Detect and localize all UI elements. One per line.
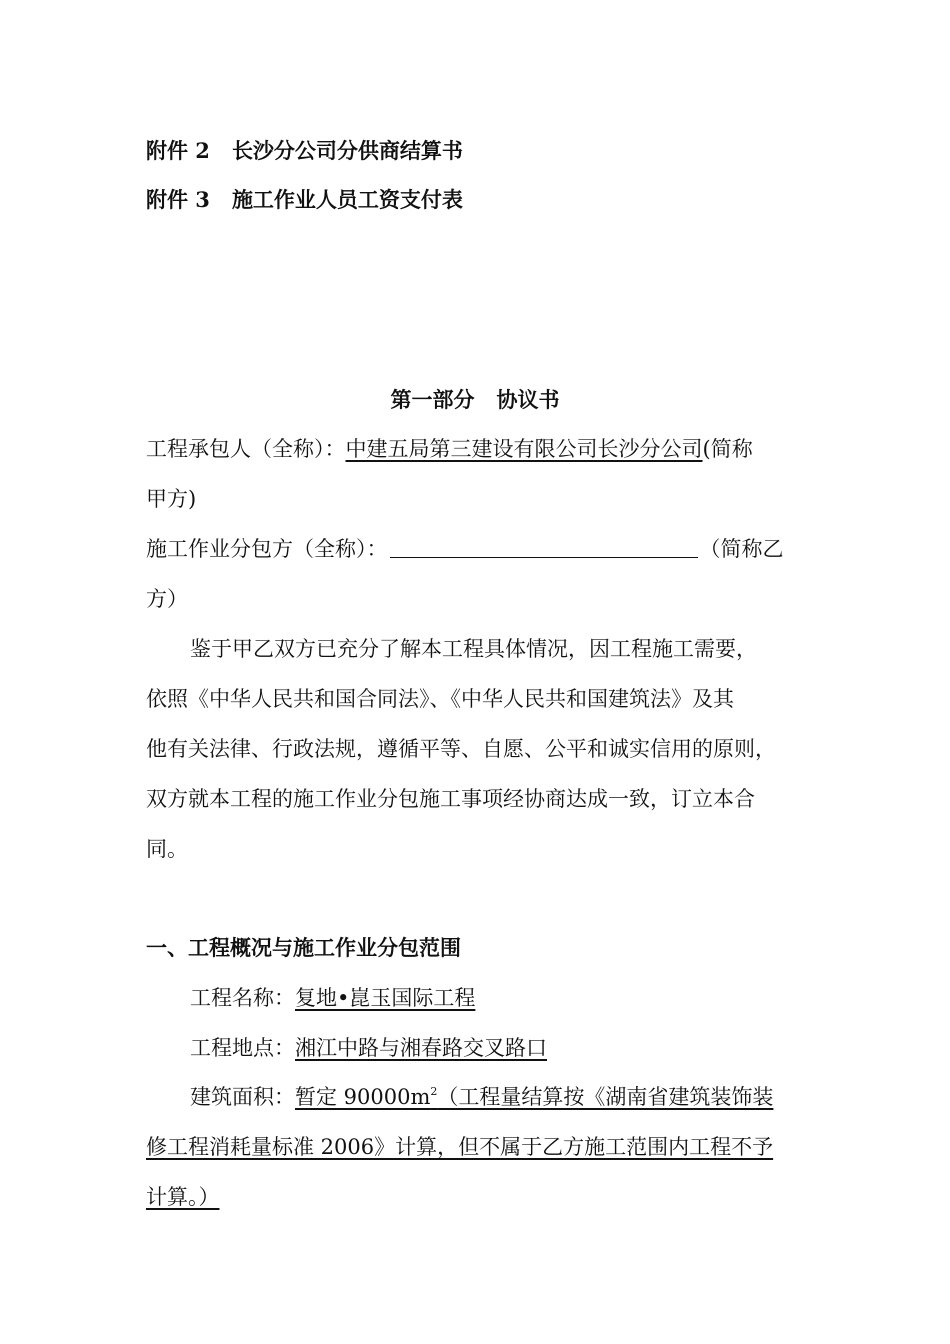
preamble-line: 双方就本工程的施工作业分包施工事项经协商达成一致，订立本合 bbox=[146, 787, 755, 811]
contractor-short-cont: 甲方) bbox=[146, 487, 197, 511]
preamble-line: 同。 bbox=[146, 837, 188, 861]
subcontractor-line bbox=[146, 534, 784, 564]
subcontractor-short-cont: 方） bbox=[146, 587, 188, 611]
subcontractor-short: （简称乙 bbox=[699, 537, 784, 561]
preamble-line: 依照《中华人民共和国合同法》、《中华人民共和国建筑法》及其 bbox=[146, 687, 734, 711]
attachment-title: 施工作业人员工资支付表 bbox=[231, 187, 463, 212]
attachment-label: 附件 2 bbox=[146, 138, 210, 163]
contractor-short: (简称 bbox=[702, 437, 753, 461]
area-value bbox=[295, 1085, 773, 1109]
contractor-line-2 bbox=[146, 484, 196, 514]
attachment-label: 附件 3 bbox=[146, 187, 210, 212]
clause-1-heading: 一、工程概况与施工作业分包范围 bbox=[146, 935, 461, 960]
attachment-2 bbox=[146, 136, 463, 166]
subcontractor-line-2 bbox=[146, 584, 188, 614]
subcontractor-label: 施工作业分包方（全称）： bbox=[146, 537, 388, 561]
section-name: 协议书 bbox=[496, 387, 560, 412]
preamble-line: 他有关法律、行政法规，遵循平等、自愿、公平和诚实信用的原则， bbox=[146, 737, 776, 761]
area-value-note: （工程量结算按《湖南省建筑装饰装 bbox=[437, 1085, 774, 1109]
project-location-line bbox=[190, 1033, 547, 1063]
contractor-name: 中建五局第三建设有限公司长沙分公司 bbox=[345, 437, 703, 461]
area-line-3: 计算。） bbox=[146, 1185, 220, 1209]
subcontractor-name-blank bbox=[390, 535, 698, 558]
project-location-label: 工程地点： bbox=[190, 1036, 295, 1060]
contractor-label: 工程承包人（全称）： bbox=[146, 437, 346, 461]
area-label: 建筑面积： bbox=[190, 1085, 295, 1109]
preamble-line: 鉴于甲乙双方已充分了解本工程具体情况，因工程施工需要， bbox=[190, 637, 757, 661]
attachment-title: 长沙分公司分供商结算书 bbox=[231, 138, 463, 163]
section-title bbox=[0, 385, 950, 415]
project-name-line bbox=[190, 983, 475, 1013]
project-name: 复地•崑玉国际工程 bbox=[295, 986, 476, 1010]
area-value-number: 暂定 90000m bbox=[295, 1085, 431, 1109]
project-name-label: 工程名称： bbox=[190, 986, 295, 1010]
area-unit-exponent: 2 bbox=[430, 1085, 438, 1098]
area-line bbox=[190, 1082, 773, 1112]
area-line-2: 修工程消耗量标准 2006》计算，但不属于乙方施工范围内工程不予 bbox=[146, 1135, 774, 1159]
attachment-3 bbox=[146, 185, 463, 215]
section-part: 第一部分 bbox=[390, 387, 475, 412]
project-location: 湘江中路与湘春路交叉路口 bbox=[295, 1036, 547, 1060]
contractor-line bbox=[146, 434, 753, 464]
